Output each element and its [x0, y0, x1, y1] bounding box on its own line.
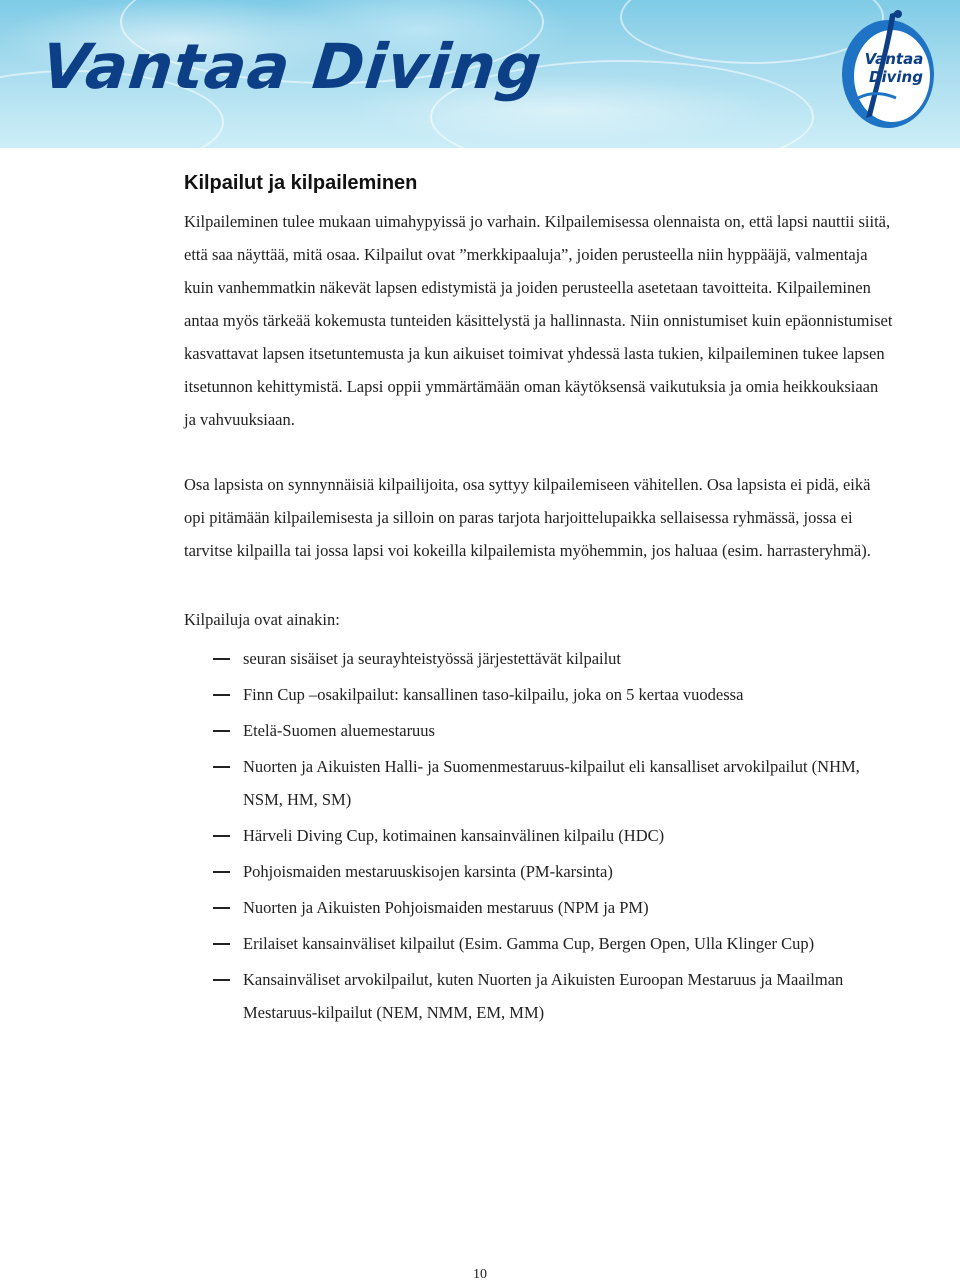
- dash-bullet-icon: [213, 694, 230, 696]
- list-item: Nuorten ja Aikuisten Halli- ja Suomenmestaruus-kilpailut eli kansalliset arvokilpailut (NHM, NSM, HM, SM): [184, 750, 894, 816]
- dash-bullet-icon: [213, 907, 230, 909]
- logo-text-line2: Diving: [869, 68, 923, 86]
- header-banner: [0, 0, 960, 148]
- dash-bullet-icon: [213, 979, 230, 981]
- competition-list: [184, 642, 894, 1029]
- dash-bullet-icon: [213, 835, 230, 837]
- section-title: Kilpailut ja kilpaileminen: [184, 172, 418, 194]
- dash-bullet-icon: [213, 766, 230, 768]
- dash-bullet-icon: [213, 871, 230, 873]
- list-item: Pohjoismaiden mestaruuskisojen karsinta (PM-karsinta): [184, 855, 894, 888]
- brand-wordmark: Vantaa Diving: [38, 30, 546, 103]
- list-item: Härveli Diving Cup, kotimainen kansainvälinen kilpailu (HDC): [184, 819, 894, 852]
- document-body: [184, 166, 894, 1032]
- list-intro: Kilpailuja ovat ainakin:: [184, 610, 340, 629]
- logo-text-line1: Vantaa: [864, 50, 924, 68]
- paragraph-1: Kilpaileminen tulee mukaan uimahypyissä jo varhain. Kilpailemisessa olennaista on, että lapsi nauttii siitä, että saa näyttää, mitä osaa. Kilpailut ovat ”merkkipaaluja”, joiden perusteella niin hyppääjä, valmentaja kuin vanhemmatkin näkevät lapsen edistymistä ja joiden perusteella asetetaan tavoitteita. Kilpaileminen antaa myös tärkeää kokemusta tunteiden käsittelystä ja hallinnasta. Niin onnistumiset kuin epäonnistumiset kasvattavat lapsen itsetuntemusta ja kun aikuiset toimivat yhdessä lasta tukien, kilpaileminen tukee lapsen itsetunnon kehittymistä. Lapsi oppii ymmärtämään oman käytöksensä vaikutuksia ja omia heikkouksiaan ja vahvuuksiaan.: [184, 212, 893, 429]
- list-item: Finn Cup –osakilpailut: kansallinen taso-kilpailu, joka on 5 kertaa vuodessa: [184, 678, 894, 711]
- list-item: Etelä-Suomen aluemestaruus: [184, 714, 894, 747]
- dash-bullet-icon: [213, 730, 230, 732]
- list-item: Kansainväliset arvokilpailut, kuten Nuorten ja Aikuisten Euroopan Mestaruus ja Maailman Mestaruus-kilpailut (NEM, NMM, EM, MM): [184, 963, 894, 1029]
- list-item: Nuorten ja Aikuisten Pohjoismaiden mestaruus (NPM ja PM): [184, 891, 894, 924]
- list-item: seuran sisäiset ja seurayhteistyössä järjestettävät kilpailut: [184, 642, 894, 675]
- paragraph-2: Osa lapsista on synnynnäisiä kilpailijoita, osa syttyy kilpailemiseen vähitellen. Osa lapsista ei pidä, eikä opi pitämään kilpailemisesta ja silloin on paras tarjota harjoittelupaikka sellaisessa ryhmässä, jossa ei tarvitse kilpailla tai jossa lapsi voi kokeilla kilpailemista myöhemmin, jos haluaa (esim. harrasteryhmä).: [184, 475, 871, 560]
- page-number: 10: [473, 1267, 487, 1282]
- dash-bullet-icon: [213, 943, 230, 945]
- vantaa-diving-logo-icon: [836, 8, 936, 132]
- list-item: Erilaiset kansainväliset kilpailut (Esim. Gamma Cup, Bergen Open, Ulla Klinger Cup): [184, 927, 894, 960]
- dash-bullet-icon: [213, 658, 230, 660]
